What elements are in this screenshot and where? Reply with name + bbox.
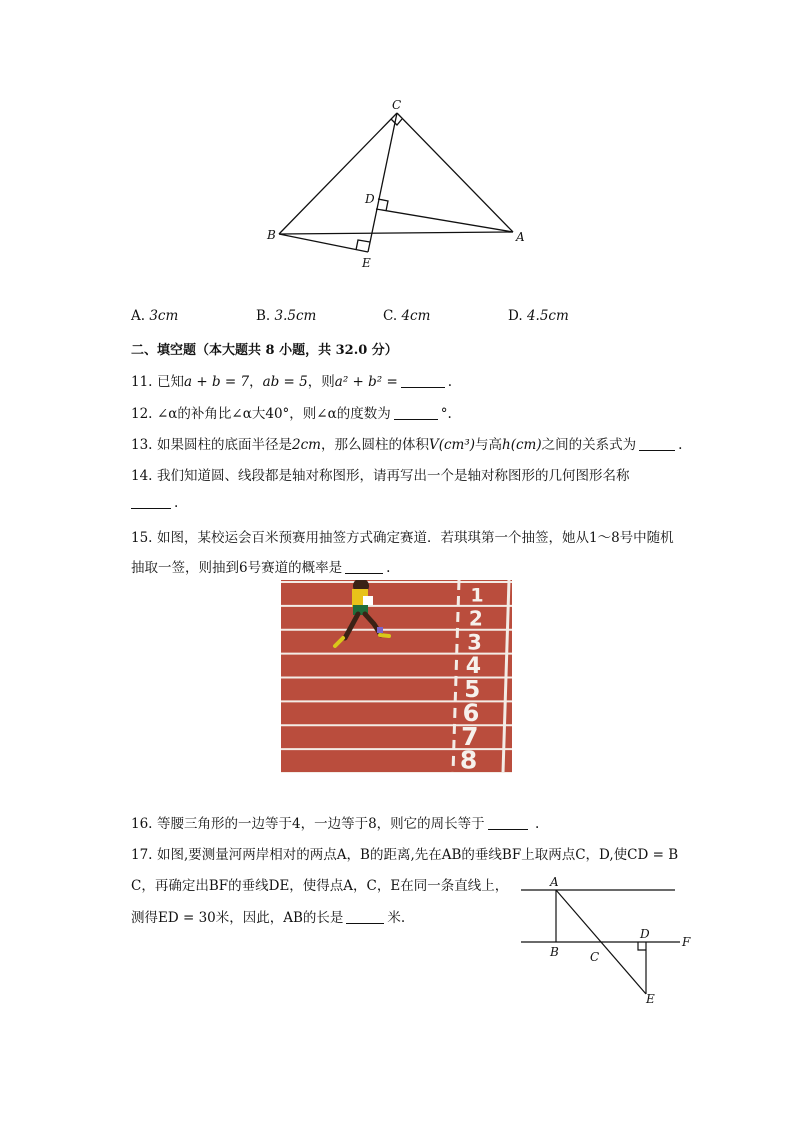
segment-CE (368, 113, 397, 252)
label-D: D (640, 927, 650, 941)
lane-number-2: 2 (468, 606, 483, 631)
triangle-figure (260, 95, 540, 275)
question-14: 14. 我们知道圆、线段都是轴对称图形，请再写出一个是轴对称图形的几何图形名称 (131, 468, 630, 484)
option-b: B. 3.5cm (256, 308, 317, 324)
label-A: A (550, 875, 559, 889)
label-C: C (590, 950, 600, 964)
label-D: D (365, 192, 375, 206)
question-16: 16. 等腰三角形的一边等于4，一边等于8，则它的周长等于 . (131, 816, 540, 832)
label-E: E (362, 256, 371, 270)
lane-number-8: 8 (459, 745, 478, 773)
question-14-answer: . (131, 494, 178, 511)
answer-blank[interactable] (131, 494, 171, 509)
option-d: D. 4.5cm (508, 308, 569, 324)
lane-number-1: 1 (470, 584, 484, 607)
option-a: A. 3cm (131, 308, 179, 324)
label-F: F (682, 935, 691, 949)
segment-DA (376, 209, 513, 232)
lane-number-7: 7 (461, 721, 479, 751)
segment-CA (397, 113, 513, 232)
question-17-line2: C，再确定出BF的垂线DE，使得点A，C，E在同一条直线上， (131, 878, 509, 894)
lane-number-4: 4 (465, 654, 482, 680)
segment-BE (279, 234, 368, 252)
question-17: 17. 如图,要测量河两岸相对的两点A，B的距离,先在AB的垂线BF上取两点C，D,使CD = B (131, 847, 679, 863)
answer-blank[interactable] (345, 559, 383, 574)
lane-number-5: 5 (464, 677, 481, 704)
right-angle-E (356, 240, 370, 250)
answer-blank[interactable] (401, 373, 445, 388)
answer-blank[interactable] (639, 436, 675, 451)
label-A: A (516, 230, 525, 244)
question-15-line2: 抽取一签，则抽到6号赛道的概率是 . (131, 560, 391, 576)
label-E: E (646, 992, 655, 1006)
running-track-photo (281, 580, 512, 773)
label-B: B (267, 228, 276, 242)
question-17-line3: 测得ED = 30米，因此，AB的长是 米. (131, 910, 406, 926)
lane-number-6: 6 (462, 698, 480, 727)
right-angle-D (638, 942, 646, 950)
question-13: 13. 如果圆柱的底面半径是2cm，那么圆柱的体积V(cm³)与高h(cm)之间的关系式为 . (131, 437, 683, 453)
option-c: C. 4cm (383, 308, 431, 324)
segment-BA (279, 232, 513, 234)
question-15: 15. 如图，某校运会百米预赛用抽签方式确定赛道．若琪琪第一个抽签，她从1～8号中随机 (131, 530, 674, 546)
river-measurement-figure (515, 870, 700, 1010)
lane-number-3: 3 (467, 630, 482, 655)
answer-blank[interactable] (488, 815, 528, 830)
answer-blank[interactable] (346, 909, 384, 924)
answer-blank[interactable] (394, 405, 438, 420)
section-title: 二、填空题（本大题共 8 小题，共 32.0 分） (131, 343, 398, 358)
segment-CB (279, 113, 397, 234)
question-12: 12. ∠α的补角比∠α大40°，则∠α的度数为 °. (131, 406, 452, 422)
right-angle-C (391, 119, 402, 125)
label-C: C (392, 98, 402, 112)
question-11: 11. 已知a + b = 7，ab = 5，则a² + b² = . (131, 374, 453, 390)
label-B: B (550, 945, 559, 959)
